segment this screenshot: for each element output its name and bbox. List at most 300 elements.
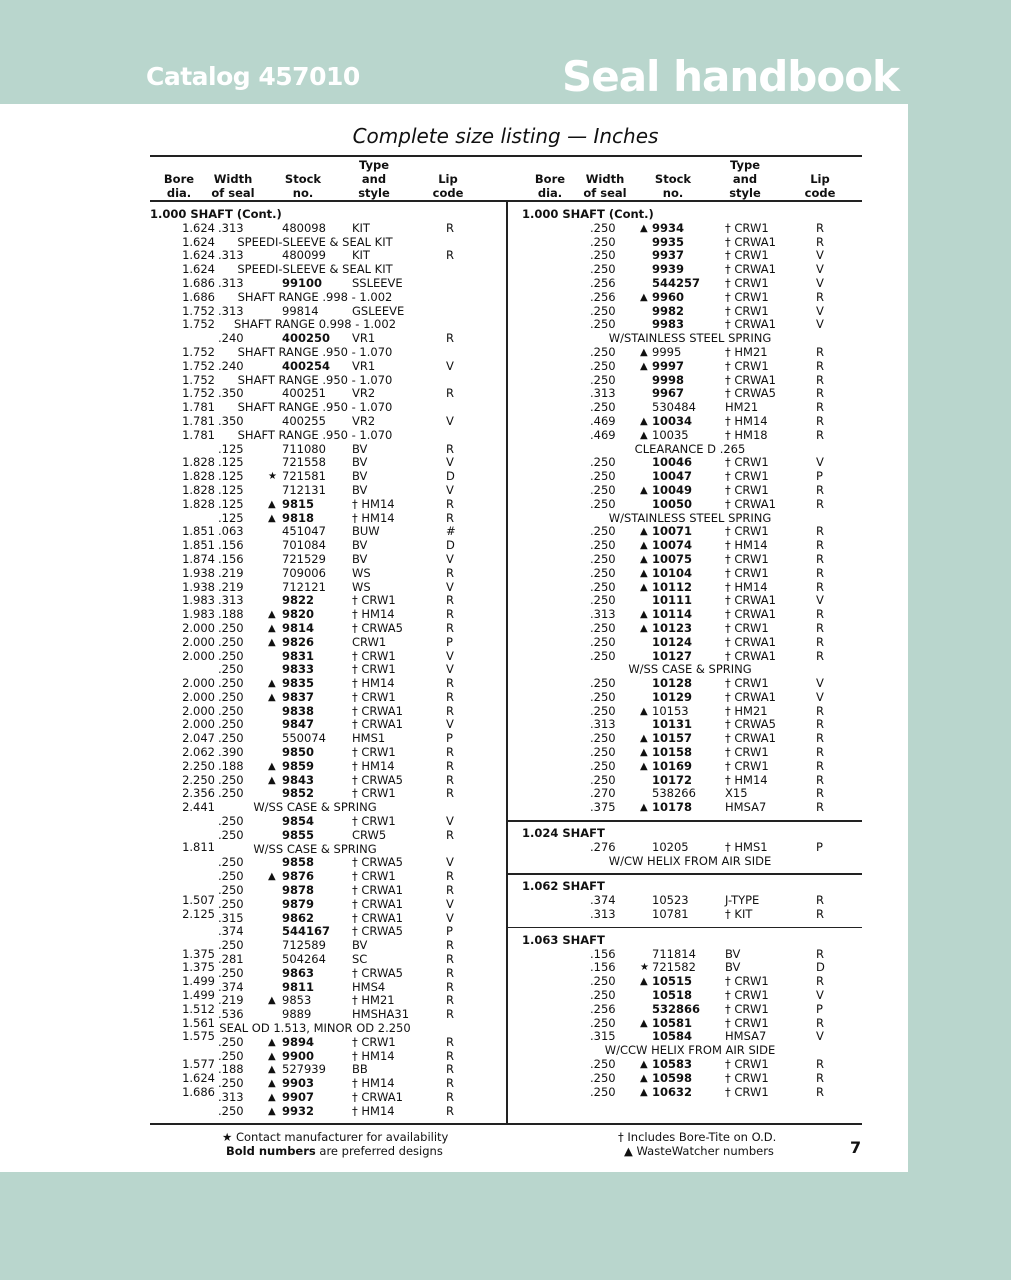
- lip-code: R: [816, 524, 824, 539]
- type-style: † CRW1: [352, 869, 396, 884]
- bore-dia: 1.624: [182, 234, 215, 249]
- lip-code: R: [446, 883, 454, 898]
- lip-code: R: [446, 607, 454, 622]
- stock-no: 9822: [282, 593, 315, 608]
- lip-code: V: [816, 689, 824, 704]
- bore-dia: 1.575: [182, 1029, 215, 1044]
- seal-width: .250: [218, 648, 244, 663]
- note-text: SHAFT RANGE .950 - 1.070: [237, 344, 393, 359]
- type-style: † CRW1: [725, 358, 769, 373]
- bore-dia: 1.686: [182, 275, 215, 290]
- stock-no: 721581: [282, 469, 326, 484]
- lip-code: D: [446, 469, 455, 484]
- lip-code: R: [446, 827, 454, 842]
- seal-width: .250: [218, 869, 244, 884]
- wastewatcher-icon: ▲: [268, 871, 276, 883]
- type-style: † CRWA1: [725, 731, 776, 746]
- stock-no: 527939: [282, 1062, 326, 1077]
- seal-width: .250: [218, 620, 244, 635]
- lip-code: V: [816, 303, 824, 318]
- seal-width: .250: [590, 1084, 616, 1099]
- seal-width: .250: [590, 496, 616, 511]
- lip-code: V: [816, 455, 824, 470]
- type-style: HMSA7: [725, 800, 767, 815]
- lip-code: R: [446, 620, 454, 635]
- type-style: BV: [352, 482, 368, 497]
- stock-no: 9939: [652, 262, 685, 277]
- lip-code: P: [446, 731, 453, 746]
- type-style: BV: [352, 441, 368, 456]
- type-style: VR1: [352, 358, 376, 373]
- type-style: SSLEEVE: [352, 275, 403, 290]
- wastewatcher-icon: ▲: [268, 774, 276, 786]
- type-style: † HM14: [352, 758, 395, 773]
- header-lip: Lip code: [804, 172, 836, 200]
- type-style: † HM18: [725, 427, 768, 442]
- type-style: WS: [352, 579, 371, 594]
- bore-dia: 2.250: [182, 758, 215, 773]
- bore-dia: 1.781: [182, 413, 215, 428]
- bore-dia: 1.828: [182, 496, 215, 511]
- stock-no: 544167: [282, 924, 331, 939]
- lip-code: R: [446, 510, 454, 525]
- type-style: † CRWA1: [352, 883, 403, 898]
- lip-code: R: [446, 386, 454, 401]
- stock-no: 530484: [652, 400, 696, 415]
- stock-no: 10205: [652, 839, 689, 854]
- bore-dia: 1.686: [182, 1084, 215, 1099]
- type-style: GSLEEVE: [352, 303, 405, 318]
- seal-width: .250: [590, 648, 616, 663]
- section-title: 1.000 SHAFT (Cont.): [522, 207, 654, 221]
- stock-no: 9847: [282, 717, 315, 732]
- stock-no: 721558: [282, 455, 326, 470]
- seal-width: .250: [218, 896, 244, 911]
- lip-code: V: [446, 579, 454, 594]
- stock-no: 9854: [282, 814, 315, 829]
- type-style: BUW: [352, 524, 380, 539]
- stock-no: 9831: [282, 648, 315, 663]
- lip-code: R: [816, 1015, 824, 1030]
- stock-no: 10075: [652, 551, 693, 566]
- stock-no: 10128: [652, 676, 693, 691]
- stock-no: 10178: [652, 800, 693, 815]
- seal-width: .250: [590, 703, 616, 718]
- seal-width: .125: [218, 482, 244, 497]
- catalog-number: Catalog 457010: [146, 62, 360, 91]
- bore-dia: 2.250: [182, 772, 215, 787]
- type-style: BB: [352, 1062, 368, 1077]
- type-style: † CRW1: [725, 220, 769, 235]
- stock-no: 99814: [282, 303, 319, 318]
- lip-code: R: [446, 1090, 454, 1104]
- type-style: † KIT: [725, 907, 753, 922]
- wastewatcher-icon: ▲: [268, 636, 276, 648]
- type-style: † CRWA1: [725, 262, 776, 277]
- stock-no: 709006: [282, 565, 326, 580]
- note-text: W/SS CASE & SPRING: [253, 841, 377, 856]
- footer-right: [618, 1130, 776, 1158]
- lip-code: R: [816, 772, 824, 787]
- bore-dia: 1.752: [182, 358, 215, 373]
- stock-no: 10153: [652, 703, 689, 718]
- stock-no: 10035: [652, 427, 689, 442]
- stock-no: 9932: [282, 1103, 315, 1118]
- seal-width: .250: [590, 400, 616, 415]
- lip-code: V: [446, 910, 454, 925]
- bore-dia: 1.874: [182, 551, 215, 566]
- footer-contact: ★ Contact manufacturer for availability: [222, 1130, 449, 1144]
- seal-width: .250: [218, 772, 244, 787]
- stock-no: 10781: [652, 907, 689, 922]
- type-style: † CRW1: [725, 1001, 769, 1016]
- seal-width: .125: [218, 441, 244, 456]
- seal-width: .250: [590, 469, 616, 484]
- bore-dia: 2.000: [182, 689, 215, 704]
- bore-dia: 1.561: [182, 1015, 215, 1030]
- seal-width: .315: [218, 910, 244, 925]
- bore-dia: 1.499: [182, 974, 215, 989]
- type-style: † CRW1: [725, 1070, 769, 1085]
- bore-dia: 2.441: [182, 800, 215, 815]
- stock-no: 538266: [652, 786, 696, 801]
- seal-width: .250: [218, 1034, 244, 1049]
- stock-no: 9900: [282, 1048, 315, 1063]
- stock-no: 10111: [652, 593, 693, 608]
- type-style: † CRW1: [725, 620, 769, 635]
- type-style: † CRWA1: [725, 496, 776, 511]
- stock-no: 721529: [282, 551, 326, 566]
- type-style: BV: [725, 946, 741, 961]
- stock-no: 9833: [282, 662, 315, 677]
- seal-width: .270: [590, 786, 616, 801]
- note-text: SHAFT RANGE .950 - 1.070: [237, 400, 393, 415]
- lip-code: R: [446, 1062, 454, 1077]
- wastewatcher-icon: ▲: [640, 705, 648, 717]
- stock-no: 480098: [282, 220, 326, 235]
- wastewatcher-icon: ▲: [640, 609, 648, 621]
- type-style: BV: [352, 455, 368, 470]
- seal-width: .536: [218, 1007, 244, 1022]
- type-style: † CRWA1: [725, 634, 776, 649]
- wastewatcher-icon: ▲: [640, 222, 648, 234]
- bore-dia: 1.624: [182, 1070, 215, 1085]
- seal-width: .250: [590, 974, 616, 989]
- seal-width: .250: [590, 482, 616, 497]
- header-lip: Lip code: [432, 172, 464, 200]
- bore-dia: 1.375: [182, 960, 215, 975]
- seal-width: .250: [590, 758, 616, 773]
- lip-code: V: [816, 262, 824, 277]
- lip-code: V: [816, 317, 824, 332]
- bore-dia: 1.781: [182, 427, 215, 442]
- type-style: † CRW1: [725, 988, 769, 1003]
- stock-no: 9859: [282, 758, 315, 773]
- lip-code: R: [446, 1076, 454, 1091]
- type-style: † CRW1: [725, 469, 769, 484]
- header-bore: Bore dia.: [163, 172, 195, 200]
- seal-width: .156: [218, 551, 244, 566]
- stock-no: 9889: [282, 1007, 312, 1022]
- type-style: VR2: [352, 413, 376, 428]
- type-style: HMS4: [352, 979, 386, 994]
- lip-code: V: [816, 676, 824, 691]
- bore-dia: 1.512: [182, 1001, 215, 1016]
- stock-no: 10172: [652, 772, 693, 787]
- lip-code: R: [446, 758, 454, 773]
- type-style: † HMS1: [725, 839, 768, 854]
- seal-width: .250: [590, 372, 616, 387]
- stock-no: 9960: [652, 289, 685, 304]
- lip-code: R: [446, 676, 454, 691]
- type-style: † CRW1: [725, 482, 769, 497]
- seal-width: .250: [590, 234, 616, 249]
- seal-width: .374: [218, 924, 244, 939]
- type-style: † CRWA1: [352, 1090, 403, 1104]
- seal-width: .156: [218, 538, 244, 553]
- stock-no: 400255: [282, 413, 326, 428]
- stock-no: 10124: [652, 634, 693, 649]
- lip-code: R: [446, 1103, 454, 1118]
- stock-no: 400250: [282, 331, 331, 346]
- seal-width: .250: [218, 1103, 244, 1118]
- type-style: † HM14: [352, 607, 395, 622]
- stock-no: 9843: [282, 772, 315, 787]
- wastewatcher-icon: ▲: [268, 1036, 276, 1048]
- stock-no: 480099: [282, 248, 326, 263]
- column-divider: [506, 200, 508, 1124]
- wastewatcher-icon: ▲: [640, 429, 648, 441]
- wastewatcher-icon: ▲: [640, 747, 648, 759]
- stock-no: 532866: [652, 1001, 701, 1016]
- lip-code: V: [446, 455, 454, 470]
- stock-no: 10515: [652, 974, 693, 989]
- seal-width: .250: [218, 731, 244, 746]
- lip-code: R: [816, 579, 824, 594]
- lip-code: R: [816, 1084, 824, 1099]
- stock-no: 10050: [652, 496, 693, 511]
- seal-width: .250: [218, 965, 244, 980]
- stock-no: 10049: [652, 482, 693, 497]
- seal-width: .250: [590, 988, 616, 1003]
- seal-width: .250: [218, 1048, 244, 1063]
- header-type: Type and style: [358, 158, 390, 200]
- lip-code: R: [816, 538, 824, 553]
- type-style: † CRWA1: [725, 372, 776, 387]
- wastewatcher-icon: ▲: [640, 553, 648, 565]
- lip-code: R: [816, 400, 824, 415]
- wastewatcher-icon: ▲: [640, 1072, 648, 1084]
- type-style: KIT: [352, 220, 370, 235]
- type-style: HM21: [725, 400, 759, 415]
- seal-width: .313: [590, 386, 616, 401]
- stock-no: 9818: [282, 510, 315, 525]
- lip-code: V: [816, 593, 824, 608]
- lip-code: P: [816, 839, 823, 854]
- lip-code: V: [446, 717, 454, 732]
- type-style: HMSA7: [725, 1029, 767, 1044]
- stock-no: 9983: [652, 317, 685, 332]
- stock-no: 10129: [652, 689, 693, 704]
- seal-width: .250: [218, 703, 244, 718]
- seal-width: .188: [218, 1062, 244, 1077]
- stock-no: 9937: [652, 248, 685, 263]
- type-style: † CRW1: [725, 1057, 769, 1072]
- lip-code: V: [816, 275, 824, 290]
- type-style: † CRW1: [725, 1015, 769, 1030]
- lip-code: R: [816, 1057, 824, 1072]
- seal-width: .188: [218, 758, 244, 773]
- seal-width: .313: [218, 303, 244, 318]
- lip-code: V: [446, 662, 454, 677]
- stock-no: 550074: [282, 731, 326, 746]
- lip-code: R: [816, 427, 824, 442]
- seal-width: .250: [590, 262, 616, 277]
- seal-width: .250: [590, 551, 616, 566]
- type-style: SC: [352, 952, 368, 967]
- seal-width: .250: [218, 786, 244, 801]
- star-icon: ★: [640, 962, 649, 974]
- seal-width: .256: [590, 1001, 616, 1016]
- bore-dia: 1.938: [182, 565, 215, 580]
- wastewatcher-icon: ▲: [268, 995, 276, 1007]
- wastewatcher-icon: ▲: [640, 802, 648, 814]
- note-text: W/SS CASE & SPRING: [628, 662, 752, 677]
- stock-no: 9907: [282, 1090, 315, 1104]
- stock-no: 544257: [652, 275, 701, 290]
- type-style: BV: [352, 938, 368, 953]
- page-title: Complete size listing — Inches: [352, 124, 659, 148]
- seal-width: .250: [590, 689, 616, 704]
- seal-width: .156: [590, 946, 616, 961]
- type-style: † HM14: [352, 1048, 395, 1063]
- header-width: Width of seal: [211, 172, 255, 200]
- lip-code: R: [446, 952, 454, 967]
- seal-width: .250: [218, 827, 244, 842]
- page-number: 7: [850, 1138, 862, 1157]
- bore-dia: 1.811: [182, 839, 215, 854]
- seal-width: .250: [590, 745, 616, 760]
- type-style: † CRW1: [725, 758, 769, 773]
- seal-width: .250: [590, 248, 616, 263]
- stock-no: 10034: [652, 413, 693, 428]
- stock-no: 10114: [652, 607, 693, 622]
- header-stock: Stock no.: [654, 172, 692, 200]
- bore-dia: 1.624: [182, 248, 215, 263]
- seal-width: .250: [590, 1070, 616, 1085]
- section-title: 1.024 SHAFT: [522, 826, 605, 841]
- lip-code: R: [446, 1048, 454, 1063]
- stock-no: 9995: [652, 344, 682, 359]
- seal-width: .313: [590, 607, 616, 622]
- note-text: W/CW HELIX FROM AIR SIDE: [608, 853, 772, 868]
- stock-no: 712131: [282, 482, 326, 497]
- stock-no: 9967: [652, 386, 685, 401]
- lip-code: R: [816, 800, 824, 815]
- lip-code: R: [816, 413, 824, 428]
- lip-code: R: [446, 993, 454, 1008]
- bore-dia: 1.938: [182, 579, 215, 594]
- top-rule: [150, 155, 862, 157]
- type-style: VR2: [352, 386, 376, 401]
- type-style: † CRWA1: [725, 607, 776, 622]
- type-style: † HM14: [725, 413, 768, 428]
- stock-no: 9858: [282, 855, 315, 870]
- lip-code: R: [816, 551, 824, 566]
- stock-no: 9876: [282, 869, 315, 884]
- bore-dia: 1.507: [182, 893, 215, 908]
- seal-width: .156: [590, 960, 616, 975]
- type-style: † CRW1: [725, 974, 769, 989]
- lip-code: R: [816, 496, 824, 511]
- lip-code: R: [816, 893, 824, 908]
- stock-no: 9855: [282, 827, 315, 842]
- type-style: † CRW1: [725, 565, 769, 580]
- seal-width: .250: [218, 689, 244, 704]
- header-bore: Bore dia.: [534, 172, 566, 200]
- wastewatcher-icon: ▲: [268, 1064, 276, 1076]
- bore-dia: 1.686: [182, 289, 215, 304]
- lip-code: R: [446, 593, 454, 608]
- note-text: W/CCW HELIX FROM AIR SIDE: [604, 1043, 776, 1058]
- seal-width: .250: [590, 303, 616, 318]
- type-style: BV: [352, 538, 368, 553]
- wastewatcher-icon: ▲: [640, 291, 648, 303]
- type-style: † CRW1: [352, 814, 396, 829]
- seal-width: .250: [590, 358, 616, 373]
- note-text: W/STAINLESS STEEL SPRING: [608, 331, 772, 346]
- bore-dia: 2.062: [182, 745, 215, 760]
- lip-code: D: [816, 960, 825, 975]
- seal-width: .350: [218, 386, 244, 401]
- type-style: † CRWA1: [725, 317, 776, 332]
- lip-code: V: [446, 648, 454, 663]
- bore-dia: 1.752: [182, 317, 215, 332]
- lip-code: R: [816, 607, 824, 622]
- lip-code: R: [816, 234, 824, 249]
- seal-width: .350: [218, 413, 244, 428]
- type-style: † CRW1: [725, 745, 769, 760]
- type-style: CRW1: [352, 634, 387, 649]
- type-style: † CRWA1: [725, 689, 776, 704]
- stock-no: 712589: [282, 938, 326, 953]
- stock-no: 711080: [282, 441, 326, 456]
- lip-code: R: [446, 772, 454, 787]
- seal-width: .250: [590, 317, 616, 332]
- header-stock: Stock no.: [284, 172, 322, 200]
- stock-no: 9894: [282, 1034, 315, 1049]
- lip-code: R: [816, 386, 824, 401]
- bore-dia: 1.624: [182, 262, 215, 277]
- stock-no: 9998: [652, 372, 685, 387]
- seal-width: .375: [590, 800, 616, 815]
- lip-code: R: [816, 717, 824, 732]
- seal-width: .469: [590, 427, 616, 442]
- seal-width: .469: [590, 413, 616, 428]
- type-style: † CRWA1: [352, 896, 403, 911]
- bore-dia: 2.000: [182, 703, 215, 718]
- stock-no: 9903: [282, 1076, 315, 1091]
- wastewatcher-icon: ▲: [640, 484, 648, 496]
- type-style: † CRWA1: [725, 593, 776, 608]
- stock-no: 9838: [282, 703, 315, 718]
- seal-width: .219: [218, 993, 244, 1008]
- bore-dia: 1.624: [182, 220, 215, 235]
- type-style: † CRW1: [352, 689, 396, 704]
- lip-code: V: [446, 413, 454, 428]
- lip-code: R: [816, 344, 824, 359]
- triangle-icon: ▲: [624, 1144, 633, 1158]
